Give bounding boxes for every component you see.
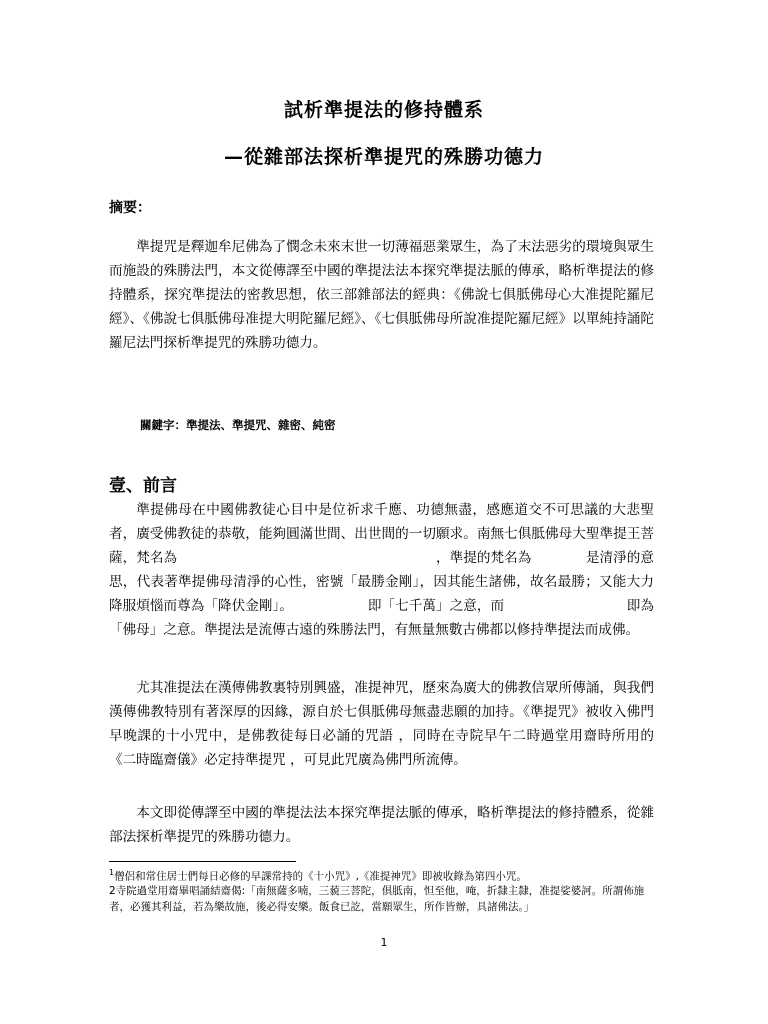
intro-paragraph-3: 本文即從傳譯至中國的準提法法本探究準提法脈的傳承，略析準提法的修持體系，從雜部法探析準提咒的殊勝功德力。 xyxy=(109,805,654,845)
page-number: 1 xyxy=(380,936,388,949)
abstract-heading: 摘要： xyxy=(109,200,151,216)
intro-paragraph-1: 準提佛母在中國佛教徒心目中是位祈求千應、功德無盡，感應道交不可思議的大悲聖者，廣受佛教徒的恭敬，能夠圓滿世間、出世間的一切願求。南無七俱胝佛母大聖準提王菩薩，梵名為 ，準提的梵名為 是清淨的意思，代表著準提佛母清淨的心性，密號「最勝金剛」，因其能生諸佛，故名最勝；又能大力降服煩惱而尊為「降伏金剛」。 即「七千萬」之意，而 即為「佛母」之意。準提法是流傳古遠的殊勝法門，有無量無數古佛都以修持準提法而成佛。 xyxy=(109,502,654,638)
footnote-2 xyxy=(109,883,654,915)
footnote-2-mark: 2 xyxy=(109,885,116,897)
footnote-2-text: 寺院過堂用齋畢唱誦結齋偈:「南無薩多喃，三藐三菩陀，俱胝南，怛至他，唵，折隸主隸，准提娑婆訶。所謂佈施者，必獲其利益，若為樂故施，後必得安樂。飯食已訖，當願眾生，所作皆辦，具諸佛法。」 xyxy=(109,885,645,913)
page-subtitle: —從雜部法探析準提咒的殊勝功德力 xyxy=(223,146,544,168)
page-title: 試析準提法的修持體系 xyxy=(283,99,484,121)
footnote-1-mark: 1 xyxy=(109,868,115,877)
section-heading: 壹、前言 xyxy=(109,476,177,496)
footnote-1 xyxy=(109,865,654,885)
footnote-divider xyxy=(109,861,296,862)
intro-paragraph-2: 尤其准提法在漢傳佛教裏特別興盛，准提神咒，歷來為廣大的佛教信眾所傳誦，與我們漢傳佛教特別有著深厚的因緣，源自於七俱胝佛母無盡悲願的加持。《準提咒》被收入佛門早晚課的十小咒中，是佛教徒每日必誦的咒語 ，同時在寺院早午二時過堂用齋時所用的《二時臨齋儀》必定持準提咒 ，可見此咒廣為佛門所流傳。 xyxy=(109,680,654,768)
keywords: 關鍵字：準提法、準提咒、雜密、純密 xyxy=(140,418,336,432)
footnote-1-text: 僧侶和常住居士們每日必修的早課常持的《十小咒》,《准提神咒》即被收錄為第四小咒。 xyxy=(114,870,527,883)
abstract-paragraph: 準提咒是釋迦牟尼佛為了憫念未來末世一切薄福惡業眾生，為了末法惡劣的環境與眾生而施設的殊勝法門，本文從傳譯至中國的準提法法本探究準提法脈的傳承，略析準提法的修持體系，探究準提法的密教思想，依三部雜部法的經典：《佛說七俱胝佛母心大准提陀羅尼經》、《佛說七俱胝佛母准提大明陀羅尼經》、《七俱胝佛母所說准提陀羅尼經》以單純持誦陀羅尼法門探析準提咒的殊勝功德力。 xyxy=(109,239,654,351)
